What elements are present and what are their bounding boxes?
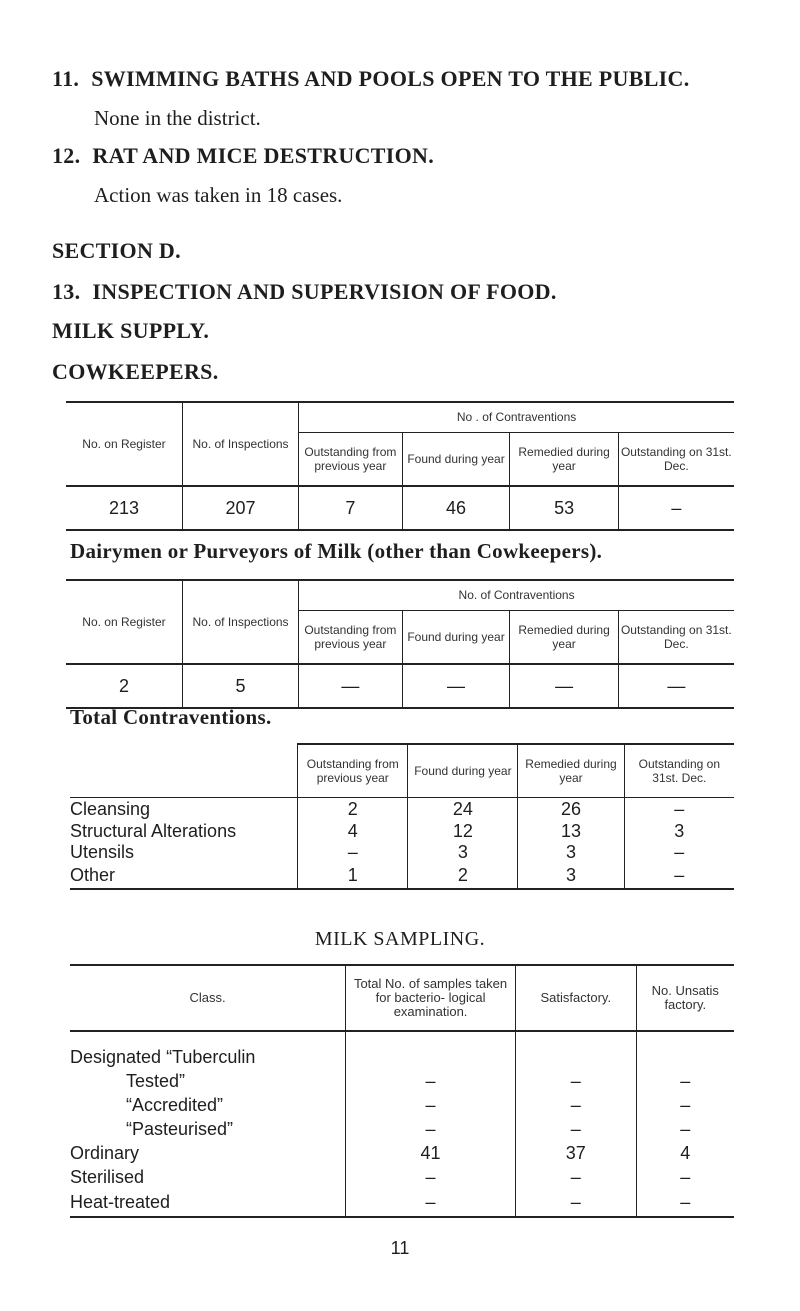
table-cell: 53	[510, 486, 618, 530]
section-11-heading: 11. SWIMMING BATHS AND POOLS OPEN TO THE PUBLIC.	[52, 66, 690, 91]
section-12-text: Action was taken in 18 cases.	[94, 183, 343, 207]
table-cell: —	[402, 664, 510, 708]
row-label-heat-treated: Heat-treated	[70, 1189, 346, 1217]
milk-supply-heading: MILK SUPPLY.	[52, 318, 210, 343]
table-cell: 4	[298, 821, 408, 842]
table-cell: –	[680, 1070, 691, 1091]
col-header-found: Found during year	[402, 610, 510, 664]
table-cell: 4	[680, 1142, 691, 1163]
table-cell: 12	[408, 821, 518, 842]
table-cell: 2	[408, 863, 518, 889]
table-cell: 41	[346, 1141, 516, 1165]
col-header-found: Found during year	[408, 744, 518, 797]
col-header-inspections: No. of Inspections	[182, 402, 298, 486]
section-13-heading: 13. INSPECTION AND SUPERVISION OF FOOD.	[52, 279, 557, 304]
table-cell: —	[299, 664, 402, 708]
col-header-found: Found during year	[402, 432, 510, 486]
table-cell: —	[510, 664, 618, 708]
col-header-inspections: No. of Inspections	[182, 580, 298, 664]
table-cell	[346, 1045, 516, 1069]
table-cell: –	[516, 1117, 636, 1141]
table-cell	[516, 1045, 636, 1069]
col-header-outstanding-prev: Outstanding from previous year	[298, 744, 408, 797]
table-cell: –	[624, 797, 734, 821]
table-cell: 1	[298, 863, 408, 889]
table-cell: 207	[182, 486, 298, 530]
table-cell: –	[516, 1069, 636, 1093]
table-cell: 7	[299, 486, 402, 530]
table-cell: 3	[408, 842, 518, 863]
table-cell: 3	[518, 842, 624, 863]
section-12-heading: 12. RAT AND MICE DESTRUCTION.	[52, 143, 435, 168]
col-header-outstanding-dec: Outstanding on 31st. Dec.	[624, 744, 734, 797]
total-contraventions-heading: Total Contraventions.	[70, 705, 272, 729]
row-label-pasteurised: “Pasteurised”	[70, 1117, 346, 1141]
dairymen-heading: Dairymen or Purveyors of Milk (other than Cowkeepers).	[70, 539, 603, 563]
table-cell: –	[636, 1189, 734, 1217]
row-label-other: Other	[70, 863, 298, 889]
col-header-remedied: Remedied during year	[510, 432, 618, 486]
row-label-cleansing: Cleansing	[70, 797, 298, 821]
table-cell: –	[298, 842, 408, 863]
table-cell: –	[516, 1093, 636, 1117]
row-label-utensils: Utensils	[70, 842, 298, 863]
table-cell: 37	[516, 1141, 636, 1165]
section-11-text: None in the district.	[94, 106, 261, 130]
table-cell: 3	[674, 821, 685, 841]
row-label-sterilised: Sterilised	[70, 1165, 346, 1189]
col-header-outstanding-prev: Outstanding from previous year	[299, 610, 402, 664]
col-header-register: No. on Register	[66, 402, 182, 486]
table-cell: 5	[182, 664, 298, 708]
col-header-remedied: Remedied during year	[510, 610, 618, 664]
table-cell: 46	[402, 486, 510, 530]
table-cell: –	[680, 1166, 691, 1187]
total-contraventions-table	[70, 743, 734, 890]
table-cell: 26	[518, 797, 624, 821]
col-header-satisfactory: Satisfactory.	[516, 965, 636, 1031]
table-cell: —	[618, 664, 734, 708]
milk-sampling-heading: MILK SAMPLING.	[314, 928, 486, 950]
col-header-unsatisfactory: No. Unsatis factory.	[636, 965, 734, 1031]
table-cell	[636, 1045, 734, 1069]
table-cell: –	[346, 1189, 516, 1217]
table-cell: 3	[518, 863, 624, 889]
row-label-structural: Structural Alterations	[70, 821, 298, 842]
dairymen-table	[66, 579, 734, 709]
table-cell: –	[618, 486, 734, 530]
row-label-designated: Designated “Tuberculin	[70, 1045, 346, 1069]
table-cell: 213	[66, 486, 182, 530]
table-cell: –	[516, 1189, 636, 1217]
contraventions-group-header: No. of Contraventions	[299, 580, 734, 610]
col-header-outstanding-dec: Outstanding on 31st. Dec.	[618, 610, 734, 664]
col-header-register: No. on Register	[66, 580, 182, 664]
row-label-tuberculin-tested: Tested”	[70, 1069, 346, 1093]
table-cell: –	[346, 1069, 516, 1093]
row-label-ordinary: Ordinary	[70, 1141, 346, 1165]
table-cell: –	[674, 842, 685, 862]
cowkeepers-table	[66, 401, 734, 531]
row-label-accredited: “Accredited”	[70, 1093, 346, 1117]
table-cell: –	[346, 1165, 516, 1189]
col-header-outstanding-prev: Outstanding from previous year	[299, 432, 402, 486]
table-cell: 24	[408, 797, 518, 821]
table-cell: –	[516, 1165, 636, 1189]
table-cell: –	[346, 1093, 516, 1117]
contraventions-group-header: No . of Contraventions	[299, 402, 734, 432]
page-number: 11	[390, 1238, 410, 1258]
col-header-total-samples: Total No. of samples taken for bacterio- logical examination.	[346, 965, 516, 1031]
milk-sampling-table	[70, 964, 734, 1218]
cowkeepers-heading: COWKEEPERS.	[52, 359, 219, 384]
table-cell: 2	[298, 797, 408, 821]
table-cell: 13	[518, 821, 624, 842]
table-cell: –	[346, 1117, 516, 1141]
table-cell: –	[624, 863, 734, 889]
col-header-class: Class.	[70, 965, 346, 1031]
table-cell: –	[680, 1094, 691, 1115]
col-header-remedied: Remedied during year	[518, 744, 624, 797]
section-d-heading: SECTION D.	[52, 238, 181, 263]
table-cell: –	[680, 1118, 691, 1139]
col-header-outstanding-dec: Outstanding on 31st. Dec.	[618, 432, 734, 486]
table-cell: 2	[66, 664, 182, 708]
